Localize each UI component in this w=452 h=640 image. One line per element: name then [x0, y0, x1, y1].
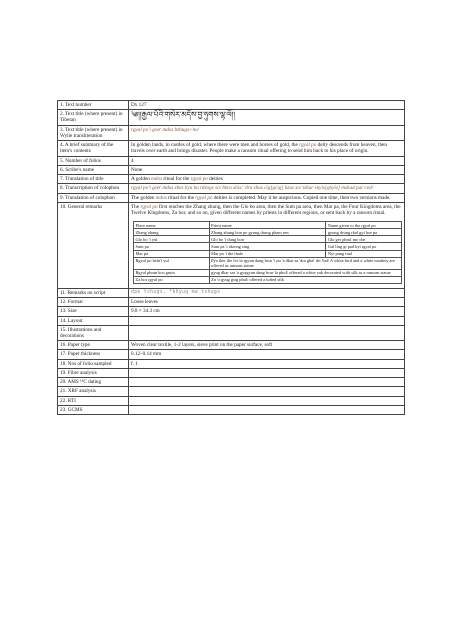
table-row [134, 229, 402, 236]
wylie-title: rgyal po'i gser mdos bzhugs+ho/ [129, 125, 405, 140]
row-value: f. 1 [129, 359, 405, 368]
row-label: 16. Paper type [58, 341, 129, 350]
table-row [58, 350, 405, 359]
ransom-cell: Pya ther the for la rgyun dang bsur 'i pu 'a dkar sa 'dra gba! dri 'bal/ A white bird and a white monkey are offered as ransom statue [209, 257, 401, 269]
row-value [129, 325, 405, 340]
row-label: 9. Translation of colophon [58, 193, 129, 202]
priest-cell: Mar pa 'i the thale [209, 250, 326, 257]
row-value: None [129, 165, 405, 174]
row-label: 5. Number of folios [58, 156, 129, 165]
row-value: Woven clear textile, 1-2 layers, sieve print on the paper surface, soft [129, 341, 405, 350]
table-row [58, 316, 405, 325]
deity-name-cell: Gal ling gi pad kyi rgyal po [326, 243, 402, 250]
row-value [129, 405, 405, 414]
table-row [58, 298, 405, 307]
row-label: 6. Scribe's name [58, 165, 129, 174]
ransom-cell: Za 'o gyug gsig phul/ offered a tufted silk [209, 276, 401, 283]
priest-cell: Zhang zhung bon po gyung drung pham sen [209, 229, 326, 236]
table-row [58, 359, 405, 368]
table-row [134, 243, 402, 250]
table-row [58, 396, 405, 405]
places-header-row [134, 222, 402, 229]
table-row [58, 141, 405, 156]
row-value [129, 387, 405, 396]
row-label: 13. Size [58, 307, 129, 316]
header-cell: Name given to the rgyal po [326, 222, 402, 229]
priest-cell: Sum pa 'i rdzong sing [209, 243, 326, 250]
table-row [134, 250, 402, 257]
table-row [58, 202, 405, 288]
row-label: 22. RTI [58, 396, 129, 405]
row-value [129, 316, 405, 325]
table-row [58, 101, 405, 110]
title-translation: A golden mdos ritual for the rgyal po deities [129, 175, 405, 184]
script-remarks: dpe tshugs, *khyug ma tshugs [129, 288, 405, 297]
row-value: Loose leaves [129, 298, 405, 307]
table-row [58, 165, 405, 174]
row-value [129, 368, 405, 377]
table-row [58, 378, 405, 387]
table-row [58, 184, 405, 193]
row-label: 21. XRF analysis [58, 387, 129, 396]
row-label: 11. Remarks on script [58, 288, 129, 297]
table-row [58, 387, 405, 396]
row-value [129, 378, 405, 387]
row-value: Dx 127 [129, 101, 405, 110]
priest-cell: Glo bo 'i dung bon [209, 236, 326, 243]
place-cell: Rgyal phran bcu gnyis [134, 269, 210, 276]
table-row [134, 269, 402, 276]
table-row [58, 288, 405, 297]
table-row [58, 405, 405, 414]
row-label: 1. Text number [58, 101, 129, 110]
colophon-translation: The golden mdos ritual for the rgyal po deities is completed. May it be auspicious. Copied one time, then two versions made. [129, 193, 405, 202]
row-label: 2. Text title (where present) in Tibetan [58, 110, 129, 125]
row-label: 12. Format [58, 298, 129, 307]
table-row [134, 236, 402, 243]
place-cell: Rgyal po bzhi'i yul [134, 257, 210, 269]
row-value: 4 [129, 156, 405, 165]
row-label: 10. General remarks [58, 202, 129, 288]
row-value: 9.8 × 34.3 cm [129, 307, 405, 316]
row-label: 14. Layout [58, 316, 129, 325]
row-label: 7. Translation of title [58, 175, 129, 184]
row-label: 4. A brief summary of the item's contents [58, 141, 129, 156]
places-table-wrap [133, 221, 402, 284]
row-value [129, 396, 405, 405]
deity-name-cell: Glo ger phrul mo che [326, 236, 402, 243]
remarks-text: The rgyal po first reaches the Zhang zhung, then the Glo bo area, then the Sum pa area, then Mar pa, the Four Kingdoms area, the Twelve Kingdoms, Za hor, and so on, given different names by priests in different regions, or sent back by a ransom ritual. [131, 203, 401, 217]
table-row [58, 156, 405, 165]
table-row [58, 368, 405, 377]
table-row [58, 341, 405, 350]
header-cell: Priest name [209, 222, 326, 229]
table-row [134, 276, 402, 283]
places-table [133, 221, 402, 284]
table-row [58, 307, 405, 316]
table-row [58, 110, 405, 125]
summary-value: In golden lands, in castles of gold, where there were men and horses of gold, the rgyal po deity descends from heaven, then travels over earth and brings disaster. People make a ransom ritual offering to send him back to his place of origin. [129, 141, 405, 156]
table-row [58, 193, 405, 202]
row-label: 15. Illustrations and decorations [58, 325, 129, 340]
tibetan-title: ༄།།རྒྱལ་པོའི་གསེར་མདོས་བྱ་ཧུགས་ལྷ་ལོ།། [129, 110, 405, 125]
row-label: 19. Fibre analysis [58, 368, 129, 377]
ransom-cell: gyug dkar sar 'a gyagyun dang bcur la phul/ offered a white yak decorated with silk as a ransom statue [209, 269, 401, 276]
row-label: 3. Text title (where present) in Wylie transliteration [58, 125, 129, 140]
colophon-transcription: rgyal po'i gser mdos zhes bya ba rdzogs so/ bkra shis/ 'dra shus cig[gcig] bzus so/ tshar snyis[gnyis] mdzad par ced/ [129, 184, 405, 193]
row-label: 8. Transcription of colophon [58, 184, 129, 193]
header-cell: Place name [134, 222, 210, 229]
row-label: 20. AMS ¹⁴C dating [58, 378, 129, 387]
row-label: 23. GCMS [58, 405, 129, 414]
deity-name-cell: Nyi pang rnal [326, 250, 402, 257]
place-cell: Sum pa [134, 243, 210, 250]
metadata-table [57, 100, 405, 415]
row-label: 17. Paper thickness [58, 350, 129, 359]
place-cell: Zhang zhung [134, 229, 210, 236]
table-row [58, 125, 405, 140]
row-label: 18. Nos of folio sampled [58, 359, 129, 368]
row-value: 0.12–0.14 mm [129, 350, 405, 359]
place-cell: Za hor rgyal po [134, 276, 210, 283]
deity-name-cell: gyung drung rkal gyi bse pa [326, 229, 402, 236]
general-remarks [129, 202, 405, 288]
place-cell: Glo bo 'i yul [134, 236, 210, 243]
table-row [58, 175, 405, 184]
table-row [58, 325, 405, 340]
table-row [134, 257, 402, 269]
place-cell: Mar pa [134, 250, 210, 257]
